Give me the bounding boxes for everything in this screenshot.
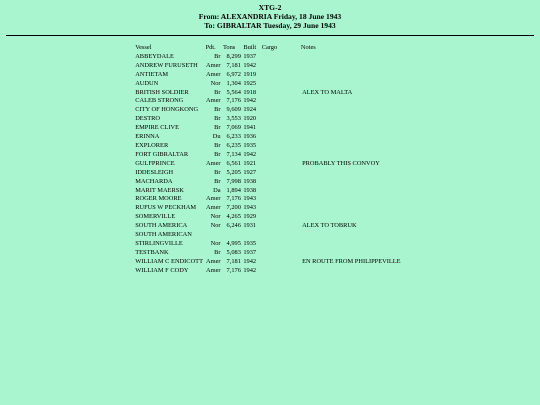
cell-tons: 5,564 [226, 88, 241, 96]
cell-notes [301, 169, 402, 178]
cell-notes [301, 53, 402, 62]
convoy-header [0, 0, 540, 30]
cell-built: 1942 [243, 257, 257, 265]
cell-notes [301, 178, 402, 187]
from-line: From: ALEXANDRIA Friday, 18 June 1943 [198, 12, 342, 21]
table-row [134, 115, 402, 124]
cell-vessel: IDDESLEIGH [135, 168, 174, 176]
cell-cargo [261, 115, 301, 124]
cell-flag: Amer [206, 266, 221, 274]
cell-vessel: SOUTH AMERICA [135, 222, 188, 230]
table-header-row [134, 44, 402, 53]
cell-notes [301, 187, 402, 196]
cell-tons: 6,246 [226, 222, 241, 230]
cell-tons: 6,561 [226, 159, 241, 167]
header-divider [6, 35, 534, 36]
cell-built: 1942 [243, 150, 257, 158]
cell-built: 1936 [243, 133, 257, 141]
cell-vessel: DESTRO [135, 115, 161, 123]
cell-cargo [261, 160, 301, 169]
cell-tons: 4,265 [226, 213, 241, 221]
cell-notes [301, 62, 402, 71]
cell-flag: Br [214, 106, 221, 114]
table-row [134, 133, 402, 142]
cell-flag: Nor [210, 239, 221, 247]
cell-built: 1942 [243, 61, 257, 69]
cell-vessel: AUDUN [135, 79, 159, 87]
cell-flag: Br [214, 168, 221, 176]
cell-flag: Amer [206, 159, 221, 167]
cell-built: 1931 [243, 222, 257, 230]
cell-cargo [261, 187, 301, 196]
cell-notes: PROBABLY THIS CONVOY [302, 159, 380, 167]
cell-flag: Nor [210, 79, 221, 87]
cell-built: 1938 [243, 186, 257, 194]
cell-vessel: CALEB STRONG [135, 97, 184, 105]
cell-tons [222, 231, 242, 240]
cell-cargo [261, 204, 301, 213]
cell-tons: 5,083 [226, 248, 241, 256]
cell-notes [301, 195, 402, 204]
cell-notes [301, 124, 402, 133]
cell-vessel: ERINNA [135, 133, 160, 141]
cell-cargo [261, 97, 301, 106]
table-row [134, 160, 402, 169]
column-header-cargo: Cargo [261, 44, 278, 51]
ship-table [134, 44, 402, 276]
cell-built: 1943 [243, 204, 257, 212]
cell-vessel: ROGER MOORE [135, 195, 182, 203]
cell-notes: ALEX TO MALTA [302, 88, 353, 96]
cell-cargo [261, 80, 301, 89]
cell-flag: Amer [206, 70, 221, 78]
cell-vessel: ANDREW FURUSETH [135, 61, 198, 69]
cell-cargo [261, 62, 301, 71]
cell-cargo [261, 258, 301, 267]
cell-tons: 6,235 [226, 141, 241, 149]
cell-vessel: ABBEYDALE [135, 52, 174, 60]
cell-built: 1919 [243, 70, 257, 78]
table-row [134, 204, 402, 213]
cell-notes [301, 142, 402, 151]
cell-notes [301, 115, 402, 124]
cell-notes [301, 249, 402, 258]
cell-cargo [261, 169, 301, 178]
cell-tons: 7,176 [226, 266, 241, 274]
cell-built: 1943 [243, 195, 257, 203]
cell-flag: Amer [206, 257, 221, 265]
table-row [134, 258, 402, 267]
cell-built: 1924 [243, 106, 257, 114]
cell-flag: Br [214, 88, 221, 96]
cell-vessel: FORT GIBRALTAR [135, 150, 189, 158]
cell-tons: 6,233 [226, 133, 241, 141]
cell-notes [301, 151, 402, 160]
cell-built: 1925 [243, 79, 257, 87]
cell-tons: 3,553 [226, 115, 241, 123]
cell-vessel: MARIT MAERSK [135, 186, 184, 194]
table-row [134, 53, 402, 62]
cell-flag: Du [212, 133, 221, 141]
cell-flag: Br [214, 124, 221, 132]
cell-notes [301, 80, 402, 89]
cell-cargo [261, 133, 301, 142]
cell-tons: 4,995 [226, 239, 241, 247]
table-row [134, 80, 402, 89]
cell-cargo [261, 151, 301, 160]
cell-vessel: TESTBANK [135, 248, 169, 256]
cell-vessel: MACHARDA [135, 177, 173, 185]
table-row [134, 151, 402, 160]
cell-built: 1935 [243, 239, 257, 247]
cell-built: 1935 [243, 141, 257, 149]
cell-cargo [261, 213, 301, 222]
cell-notes: ALEX TO TOBRUK [302, 222, 357, 230]
cell-cargo [261, 222, 301, 231]
cell-vessel: ANTIETAM [135, 70, 169, 78]
cell-cargo [261, 178, 301, 187]
cell-notes [301, 106, 402, 115]
cell-tons: 8,299 [226, 52, 241, 60]
cell-tons: 1,304 [226, 79, 241, 87]
table-row [134, 240, 402, 249]
cell-tons: 7,200 [226, 204, 241, 212]
cell-flag: Nor [210, 222, 221, 230]
table-row [134, 89, 402, 98]
cell-flag: Amer [206, 61, 221, 69]
cell-notes [301, 267, 402, 276]
cell-vessel: SOUTH AMERICAN [135, 231, 192, 239]
cell-tons: 7,134 [226, 150, 241, 158]
cell-built: 1942 [243, 97, 257, 105]
cell-vessel: GULFPRINCE [135, 159, 175, 167]
table-row [134, 187, 402, 196]
table-row [134, 142, 402, 151]
table-row [134, 195, 402, 204]
cell-tons: 7,176 [226, 195, 241, 203]
table-row [134, 231, 402, 240]
cell-notes [301, 71, 402, 80]
table-row [134, 222, 402, 231]
cell-vessel: CITY OF HONGKONG [135, 106, 199, 114]
cell-cargo [261, 231, 301, 240]
cell-notes [301, 133, 402, 142]
cell-flag: Br [214, 248, 221, 256]
column-header-tons: Tons [222, 44, 236, 51]
table-row [134, 249, 402, 258]
cell-vessel: STIRLINGVILLE [135, 239, 183, 247]
cell-built: 1938 [243, 177, 257, 185]
cell-flag: Br [214, 52, 221, 60]
table-row [134, 178, 402, 187]
cell-built: 1918 [243, 88, 257, 96]
cell-cargo [261, 71, 301, 80]
table-row [134, 267, 402, 276]
cell-flag: Amer [206, 195, 221, 203]
cell-notes [301, 213, 402, 222]
cell-tons: 7,176 [226, 97, 241, 105]
table-row [134, 71, 402, 80]
cell-tons: 7,181 [226, 61, 241, 69]
cell-cargo [261, 106, 301, 115]
column-header-built: Built [243, 44, 257, 51]
cell-flag: Br [214, 141, 221, 149]
cell-built: 1920 [243, 115, 257, 123]
cell-flag: Da [213, 186, 221, 194]
cell-cargo [261, 124, 301, 133]
cell-tons: 6,972 [226, 70, 241, 78]
cell-built: 1942 [243, 266, 257, 274]
cell-cargo [261, 240, 301, 249]
cell-built: 1921 [243, 159, 257, 167]
table-row [134, 106, 402, 115]
cell-tons: 1,894 [226, 186, 241, 194]
cell-vessel: SOMERVILLE [135, 213, 176, 221]
cell-built: 1927 [243, 168, 257, 176]
column-header-notes: Notes [300, 44, 316, 51]
cell-tons: 9,609 [226, 106, 241, 114]
convoy-title: XTG-2 [258, 3, 282, 12]
cell-flag: Br [214, 115, 221, 123]
cell-tons: 5,205 [226, 168, 241, 176]
cell-flag: Br [214, 177, 221, 185]
cell-cargo [261, 195, 301, 204]
column-header-vessel: Vessel [135, 44, 152, 51]
table-row [134, 97, 402, 106]
cell-flag [204, 231, 221, 240]
cell-flag: Br [214, 150, 221, 158]
table-row [134, 213, 402, 222]
cell-vessel: WILLIAM C ENDICOTT [135, 257, 203, 265]
cell-cargo [261, 53, 301, 62]
cell-tons: 7,181 [226, 257, 241, 265]
ship-rows [134, 53, 402, 276]
cell-cargo [261, 142, 301, 151]
table-row [134, 124, 402, 133]
cell-built: 1941 [243, 124, 257, 132]
column-header-flag: Pdt. [205, 44, 216, 51]
cell-built: 1929 [243, 213, 257, 221]
cell-vessel: WILLIAM F CODY [135, 266, 189, 274]
cell-notes [301, 240, 402, 249]
cell-notes [301, 97, 402, 106]
cell-built [242, 231, 260, 240]
cell-flag: Nor [210, 213, 221, 221]
cell-built: 1937 [243, 52, 257, 60]
cell-tons: 7,069 [226, 124, 241, 132]
cell-cargo [261, 267, 301, 276]
cell-tons: 7,998 [226, 177, 241, 185]
table-row [134, 169, 402, 178]
cell-cargo [261, 249, 301, 258]
cell-notes [301, 231, 402, 240]
cell-flag: Amer [206, 204, 221, 212]
cell-flag: Amer [206, 97, 221, 105]
cell-vessel: BRITISH SOLDIER [135, 88, 189, 96]
cell-notes: EN ROUTE FROM PHILIPPEVILLE [302, 257, 401, 265]
cell-notes [301, 204, 402, 213]
cell-vessel: RUFUS W PECKHAM [135, 204, 197, 212]
to-line: To: GIBRALTAR Tuesday, 29 June 1943 [204, 21, 336, 30]
cell-cargo [261, 89, 301, 98]
cell-vessel: EXPLORER [135, 141, 169, 149]
cell-built: 1937 [243, 248, 257, 256]
table-row [134, 62, 402, 71]
cell-vessel: EMPIRE CLIVE [135, 124, 180, 132]
